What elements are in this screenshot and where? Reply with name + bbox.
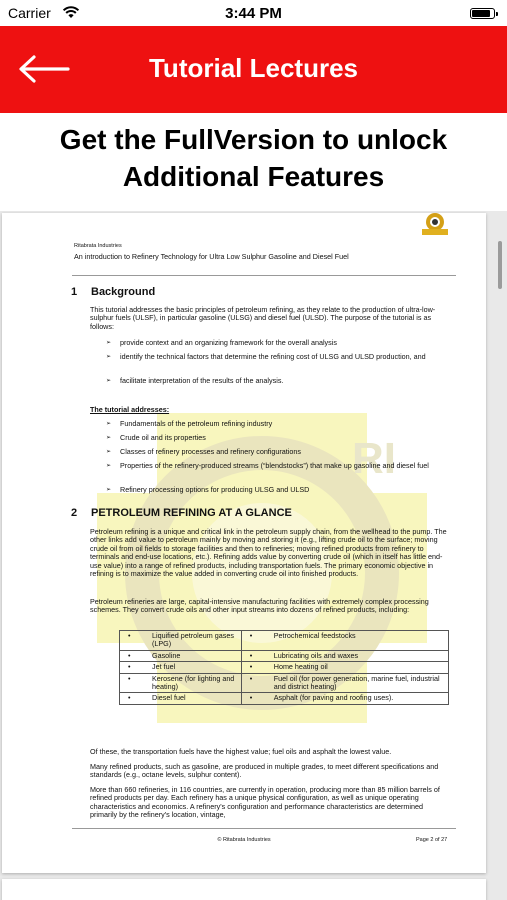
bullet-item: ➢ Fundamentals of the petroleum refining industry [106,420,452,428]
bullet-item: ➢ provide context and an organizing framework for the overall analysis [106,339,452,347]
company-logo-icon [418,213,452,235]
upgrade-text [20,121,487,195]
bullet-item: ➢ identify the technical factors that determine the refining cost of ULSG and ULSD production, and [106,353,452,361]
header-organization: Ritabrata Industries [74,243,122,249]
section-2-paragraph-5: More than 660 refineries, in 116 countries, are currently in operation, producing more than 85 million barrels of refined products per day. Each refinery has a unique physical configuration, as well as unique operating characteristics and economics. A refinery's configuration and performance characteristics are determined primarily by the refinery's location, vintage, [90,785,440,820]
table-cell: • Fuel oil (for power generation, marine fuel, industrial and district heating) [241,673,448,693]
upgrade-banner[interactable] [0,113,507,211]
section-2-paragraph-2: Petroleum refineries are large, capital-intensive manufacturing facilities with extremely complex processing schemes. They convert crude oils and other input streams into dozens of refined products, including: [90,597,429,615]
table-cell: • Kerosene (for lighting and heating) [120,673,242,693]
bullet-item: ➢ Properties of the refinery-produced streams (“blendstocks”) that make up gasoline and diesel fuel [106,462,452,470]
section-2-paragraph-1: Petroleum refining is a unique and critical link in the petroleum supply chain, from the wellhead to the pump. The other links add value to petroleum mainly by moving and storing it (e.g., lifting crude oil to the surface; moving crude oil from oil fields to storage facilities and then to refineries; moving refined products from refinery to terminals and end-use locations, etc.). Refining adds value by converting crude oil (which in itself has little end-use value) into a range of refined products, including transportation fuels. The primary economic objective in refining is to maximize the value added in converting crude oil into finished products. [90,527,447,579]
table-row [120,662,449,673]
section-2-paragraph-3: Of these, the transportation fuels have the highest value; fuel oils and asphalt the lowest value. [90,747,392,756]
clock: 3:44 PM [225,5,282,22]
section-1-intro: This tutorial addresses the basic principles of petroleum refining, as they relate to the production of ultra-low-sulphur fuels (ULSF), in particular gasoline (ULSG) and diesel fuel (ULSD). The purpose of the tutorial is as follows: [90,305,436,331]
carrier-label: Carrier [8,5,51,21]
table-row [120,650,449,661]
table-cell: • Petrochemical feedstocks [241,631,448,651]
status-bar [0,0,507,26]
table-row [120,693,449,704]
section-2-number: 2 [71,507,78,519]
bullet-item: ➢ Refinery processing options for producing ULSG and ULSD [106,486,452,494]
vertical-scrollbar[interactable] [498,241,502,289]
table-row [120,673,449,693]
section-1-title: Background [91,286,156,298]
table-cell: • Liquified petroleum gases (LPG) [120,631,242,651]
addresses-heading: The tutorial addresses: [90,405,170,414]
footer-organization: © Ritabrata Industries [217,837,271,843]
section-1-heading [71,288,155,296]
battery-icon [470,8,495,19]
header-title: An introduction to Refinery Technology for Ultra Low Sulphur Gasoline and Diesel Fuel [74,252,349,261]
page-title: Tutorial Lectures [148,53,358,83]
header-rule [72,275,456,276]
table-cell: • Asphalt (for paving and roofing uses). [241,693,448,704]
table-cell: • Home heating oil [241,662,448,673]
section-2-title: PETROLEUM REFINING AT A GLANCE [91,507,292,519]
footer-rule [72,828,456,829]
pdf-page-next [2,879,486,900]
table-cell: • Jet fuel [120,662,242,673]
table-cell: • Gasoline [120,650,242,661]
section-2-heading [71,509,292,517]
footer-page-number: Page 2 of 27 [416,837,448,843]
bullet-item: ➢ Classes of refinery processes and refinery configurations [106,448,452,456]
section-2-paragraph-4: Many refined products, such as gasoline, are produced in multiple grades, to meet different specifications and standards (e.g., octane levels, sulphur content). [90,762,439,780]
upgrade-line-1: Get the FullVersion to unlock [59,124,448,155]
bullet-item: ➢ Crude oil and its properties [106,434,452,442]
table-row [120,631,449,651]
section-1-number: 1 [71,286,78,298]
refined-products-table [119,630,449,705]
table-cell: • Lubricating oils and waxes [241,650,448,661]
document-body [2,213,486,873]
pdf-viewer[interactable] [0,211,507,900]
pdf-page [2,213,486,873]
navigation-bar [0,26,507,113]
bullet-item: ➢ facilitate interpretation of the results of the analysis. [106,377,452,385]
upgrade-line-2: Additional Features [122,161,385,192]
watermark-text: RI [352,434,396,483]
table-cell: • Diesel fuel [120,693,242,704]
